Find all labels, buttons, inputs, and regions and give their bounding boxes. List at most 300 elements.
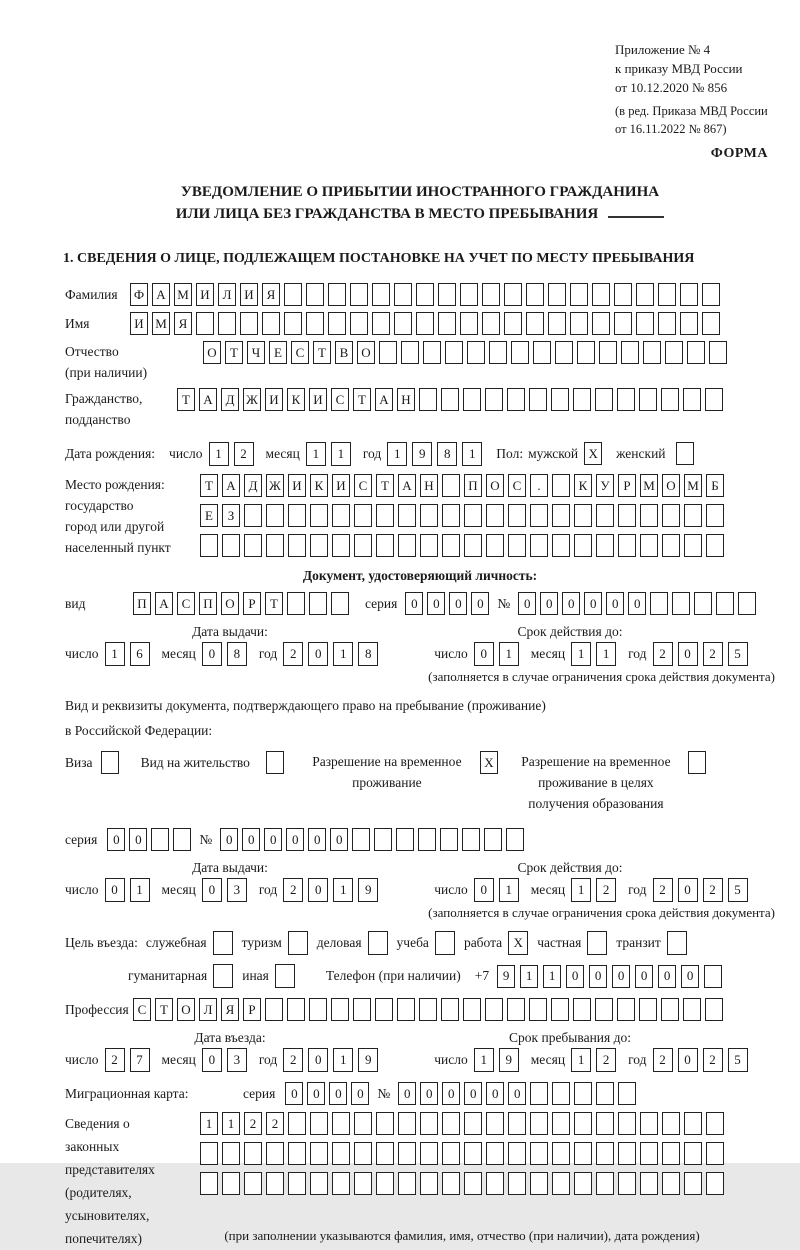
char-box[interactable]: 1 <box>105 642 125 666</box>
char-box[interactable] <box>530 1082 548 1105</box>
char-box[interactable]: 0 <box>508 1082 526 1105</box>
char-box[interactable] <box>636 312 654 335</box>
char-box[interactable] <box>684 1142 702 1165</box>
char-box[interactable]: Т <box>155 998 173 1021</box>
char-box[interactable] <box>240 312 258 335</box>
purpose-checkbox-tourism[interactable] <box>288 931 308 955</box>
char-box[interactable]: 9 <box>497 965 515 988</box>
char-box[interactable] <box>438 283 456 306</box>
char-box[interactable] <box>552 1082 570 1105</box>
char-box[interactable] <box>306 312 324 335</box>
char-box[interactable] <box>574 1142 592 1165</box>
char-box[interactable]: Т <box>177 388 195 411</box>
char-box[interactable] <box>640 504 658 527</box>
char-box[interactable] <box>570 283 588 306</box>
char-box[interactable] <box>332 1112 350 1135</box>
char-box[interactable] <box>196 312 214 335</box>
char-box[interactable] <box>288 534 306 557</box>
char-box[interactable]: О <box>486 474 504 497</box>
char-box[interactable] <box>442 534 460 557</box>
char-box[interactable]: 2 <box>653 1048 673 1072</box>
char-box[interactable]: П <box>464 474 482 497</box>
char-box[interactable] <box>222 1172 240 1195</box>
char-box[interactable] <box>680 312 698 335</box>
char-box[interactable]: 1 <box>200 1112 218 1135</box>
char-box[interactable]: Д <box>221 388 239 411</box>
char-box[interactable] <box>706 1112 724 1135</box>
char-box[interactable] <box>420 1112 438 1135</box>
char-box[interactable]: С <box>508 474 526 497</box>
char-box[interactable] <box>486 1172 504 1195</box>
char-box[interactable] <box>662 1172 680 1195</box>
char-box[interactable] <box>379 341 397 364</box>
char-box[interactable] <box>662 504 680 527</box>
char-box[interactable] <box>464 1112 482 1135</box>
char-box[interactable] <box>352 828 370 851</box>
char-box[interactable] <box>640 534 658 557</box>
char-box[interactable] <box>350 283 368 306</box>
char-box[interactable] <box>530 534 548 557</box>
char-box[interactable] <box>486 1142 504 1165</box>
char-box[interactable] <box>639 998 657 1021</box>
char-box[interactable] <box>354 534 372 557</box>
char-box[interactable] <box>398 1112 416 1135</box>
char-box[interactable] <box>151 828 169 851</box>
char-box[interactable]: 0 <box>308 1048 328 1072</box>
char-box[interactable] <box>530 1112 548 1135</box>
char-box[interactable]: 0 <box>566 965 584 988</box>
char-box[interactable] <box>460 283 478 306</box>
char-box[interactable] <box>284 283 302 306</box>
char-box[interactable]: Т <box>376 474 394 497</box>
char-box[interactable]: 1 <box>571 1048 591 1072</box>
char-box[interactable]: 0 <box>474 642 494 666</box>
char-box[interactable] <box>266 504 284 527</box>
char-box[interactable]: Ч <box>247 341 265 364</box>
char-box[interactable] <box>485 998 503 1021</box>
char-box[interactable]: Р <box>243 998 261 1021</box>
char-box[interactable]: 1 <box>499 878 519 902</box>
char-box[interactable] <box>618 1112 636 1135</box>
char-box[interactable]: 8 <box>358 642 378 666</box>
purpose-checkbox-official[interactable] <box>213 931 233 955</box>
char-box[interactable] <box>684 504 702 527</box>
char-box[interactable] <box>552 1112 570 1135</box>
char-box[interactable] <box>244 534 262 557</box>
char-box[interactable]: А <box>398 474 416 497</box>
char-box[interactable]: А <box>199 388 217 411</box>
char-box[interactable] <box>486 504 504 527</box>
char-box[interactable] <box>508 534 526 557</box>
char-box[interactable] <box>353 998 371 1021</box>
char-box[interactable] <box>738 592 756 615</box>
char-box[interactable] <box>484 828 502 851</box>
char-box[interactable] <box>354 504 372 527</box>
char-box[interactable] <box>551 998 569 1021</box>
char-box[interactable] <box>511 341 529 364</box>
char-box[interactable]: О <box>662 474 680 497</box>
char-box[interactable]: 1 <box>543 965 561 988</box>
purpose-checkbox-business[interactable] <box>368 931 388 955</box>
char-box[interactable]: . <box>530 474 548 497</box>
char-box[interactable] <box>375 998 393 1021</box>
char-box[interactable]: С <box>331 388 349 411</box>
char-box[interactable] <box>332 504 350 527</box>
char-box[interactable]: 5 <box>728 1048 748 1072</box>
char-box[interactable] <box>354 1112 372 1135</box>
char-box[interactable] <box>548 283 566 306</box>
char-box[interactable] <box>262 312 280 335</box>
char-box[interactable]: Я <box>174 312 192 335</box>
char-box[interactable]: 0 <box>681 965 699 988</box>
char-box[interactable]: И <box>240 283 258 306</box>
char-box[interactable]: 3 <box>227 878 247 902</box>
char-box[interactable]: 1 <box>596 642 616 666</box>
char-box[interactable] <box>464 504 482 527</box>
char-box[interactable] <box>332 534 350 557</box>
char-box[interactable] <box>551 388 569 411</box>
char-box[interactable]: 5 <box>728 642 748 666</box>
char-box[interactable] <box>464 1142 482 1165</box>
char-box[interactable] <box>574 1082 592 1105</box>
char-box[interactable] <box>398 534 416 557</box>
char-box[interactable] <box>397 998 415 1021</box>
char-box[interactable] <box>552 1142 570 1165</box>
char-box[interactable] <box>328 312 346 335</box>
char-box[interactable] <box>331 998 349 1021</box>
char-box[interactable] <box>200 1142 218 1165</box>
char-box[interactable]: А <box>222 474 240 497</box>
char-box[interactable]: А <box>155 592 173 615</box>
char-box[interactable]: М <box>640 474 658 497</box>
char-box[interactable] <box>265 998 283 1021</box>
char-box[interactable] <box>416 283 434 306</box>
char-box[interactable] <box>617 388 635 411</box>
char-box[interactable]: 0 <box>628 592 646 615</box>
char-box[interactable]: 1 <box>474 1048 494 1072</box>
char-box[interactable]: О <box>357 341 375 364</box>
char-box[interactable] <box>288 1112 306 1135</box>
char-box[interactable]: 3 <box>227 1048 247 1072</box>
char-box[interactable] <box>709 341 727 364</box>
char-box[interactable] <box>332 1172 350 1195</box>
char-box[interactable]: 1 <box>387 442 407 466</box>
char-box[interactable]: 0 <box>242 828 260 851</box>
char-box[interactable] <box>354 1142 372 1165</box>
char-box[interactable]: 0 <box>678 1048 698 1072</box>
char-box[interactable]: З <box>222 504 240 527</box>
char-box[interactable]: Т <box>353 388 371 411</box>
char-box[interactable]: 0 <box>129 828 147 851</box>
char-box[interactable]: С <box>133 998 151 1021</box>
char-box[interactable] <box>419 388 437 411</box>
char-box[interactable]: 0 <box>474 878 494 902</box>
char-box[interactable] <box>618 504 636 527</box>
char-box[interactable] <box>482 283 500 306</box>
char-box[interactable] <box>530 1172 548 1195</box>
char-box[interactable] <box>614 283 632 306</box>
char-box[interactable]: 2 <box>234 442 254 466</box>
char-box[interactable]: 2 <box>703 1048 723 1072</box>
char-box[interactable]: 0 <box>518 592 536 615</box>
char-box[interactable] <box>376 534 394 557</box>
char-box[interactable]: 0 <box>308 878 328 902</box>
char-box[interactable] <box>596 1112 614 1135</box>
purpose-checkbox-work[interactable]: X <box>508 931 528 955</box>
char-box[interactable] <box>420 504 438 527</box>
char-box[interactable] <box>463 998 481 1021</box>
char-box[interactable]: 9 <box>358 878 378 902</box>
char-box[interactable] <box>266 534 284 557</box>
char-box[interactable] <box>354 1172 372 1195</box>
char-box[interactable]: Ж <box>266 474 284 497</box>
char-box[interactable] <box>533 341 551 364</box>
char-box[interactable] <box>599 341 617 364</box>
char-box[interactable] <box>661 388 679 411</box>
char-box[interactable]: 1 <box>333 642 353 666</box>
char-box[interactable] <box>705 388 723 411</box>
char-box[interactable]: 2 <box>653 642 673 666</box>
char-box[interactable]: 0 <box>606 592 624 615</box>
char-box[interactable] <box>394 283 412 306</box>
char-box[interactable] <box>555 341 573 364</box>
char-box[interactable]: 0 <box>398 1082 416 1105</box>
char-box[interactable]: Т <box>265 592 283 615</box>
char-box[interactable] <box>683 998 701 1021</box>
char-box[interactable] <box>288 1142 306 1165</box>
char-box[interactable] <box>665 341 683 364</box>
char-box[interactable] <box>438 312 456 335</box>
char-box[interactable]: 0 <box>612 965 630 988</box>
char-box[interactable] <box>574 504 592 527</box>
char-box[interactable]: М <box>684 474 702 497</box>
char-box[interactable] <box>680 283 698 306</box>
char-box[interactable]: 0 <box>658 965 676 988</box>
char-box[interactable] <box>266 1172 284 1195</box>
char-box[interactable]: 6 <box>130 642 150 666</box>
char-box[interactable]: И <box>130 312 148 335</box>
char-box[interactable] <box>684 534 702 557</box>
purpose-checkbox-transit[interactable] <box>667 931 687 955</box>
char-box[interactable] <box>287 998 305 1021</box>
char-box[interactable]: 8 <box>227 642 247 666</box>
char-box[interactable] <box>504 312 522 335</box>
char-box[interactable]: 0 <box>635 965 653 988</box>
char-box[interactable]: 0 <box>449 592 467 615</box>
char-box[interactable] <box>173 828 191 851</box>
char-box[interactable]: 0 <box>202 642 222 666</box>
char-box[interactable] <box>683 388 701 411</box>
char-box[interactable] <box>573 388 591 411</box>
char-box[interactable]: 2 <box>105 1048 125 1072</box>
char-box[interactable] <box>684 1112 702 1135</box>
char-box[interactable]: К <box>310 474 328 497</box>
char-box[interactable] <box>467 341 485 364</box>
char-box[interactable] <box>621 341 639 364</box>
char-box[interactable]: 0 <box>202 1048 222 1072</box>
char-box[interactable] <box>526 312 544 335</box>
char-box[interactable] <box>306 283 324 306</box>
char-box[interactable] <box>662 1142 680 1165</box>
char-box[interactable]: 7 <box>130 1048 150 1072</box>
char-box[interactable]: Н <box>397 388 415 411</box>
char-box[interactable]: 9 <box>358 1048 378 1072</box>
char-box[interactable] <box>420 534 438 557</box>
char-box[interactable]: Ф <box>130 283 148 306</box>
char-box[interactable] <box>650 592 668 615</box>
char-box[interactable]: С <box>291 341 309 364</box>
char-box[interactable]: К <box>287 388 305 411</box>
char-box[interactable]: 2 <box>283 642 303 666</box>
char-box[interactable] <box>440 828 458 851</box>
char-box[interactable] <box>376 1142 394 1165</box>
char-box[interactable]: О <box>221 592 239 615</box>
char-box[interactable] <box>419 998 437 1021</box>
char-box[interactable]: Л <box>218 283 236 306</box>
char-box[interactable]: А <box>375 388 393 411</box>
char-box[interactable] <box>200 534 218 557</box>
char-box[interactable] <box>706 1172 724 1195</box>
char-box[interactable] <box>418 828 436 851</box>
char-box[interactable]: 0 <box>442 1082 460 1105</box>
purpose-checkbox-humanitarian[interactable] <box>213 964 233 988</box>
char-box[interactable]: 0 <box>678 642 698 666</box>
char-box[interactable]: Е <box>269 341 287 364</box>
char-box[interactable]: 1 <box>571 878 591 902</box>
char-box[interactable] <box>309 998 327 1021</box>
char-box[interactable] <box>529 998 547 1021</box>
char-box[interactable]: П <box>199 592 217 615</box>
char-box[interactable]: 2 <box>703 642 723 666</box>
char-box[interactable]: Д <box>244 474 262 497</box>
char-box[interactable]: Б <box>706 474 724 497</box>
char-box[interactable]: И <box>309 388 327 411</box>
char-box[interactable]: 2 <box>283 878 303 902</box>
char-box[interactable]: 0 <box>540 592 558 615</box>
char-box[interactable] <box>596 1142 614 1165</box>
char-box[interactable] <box>618 1082 636 1105</box>
char-box[interactable]: 0 <box>220 828 238 851</box>
char-box[interactable] <box>310 504 328 527</box>
char-box[interactable] <box>596 504 614 527</box>
char-box[interactable] <box>310 534 328 557</box>
char-box[interactable] <box>662 1112 680 1135</box>
char-box[interactable] <box>310 1142 328 1165</box>
char-box[interactable] <box>423 341 441 364</box>
char-box[interactable]: С <box>354 474 372 497</box>
char-box[interactable] <box>420 1172 438 1195</box>
char-box[interactable] <box>266 751 284 774</box>
char-box[interactable]: 0 <box>405 592 423 615</box>
char-box[interactable]: 1 <box>571 642 591 666</box>
char-box[interactable]: 0 <box>329 1082 347 1105</box>
char-box[interactable]: 0 <box>584 592 602 615</box>
char-box[interactable] <box>636 283 654 306</box>
char-box[interactable] <box>464 534 482 557</box>
char-box[interactable] <box>372 312 390 335</box>
char-box[interactable]: 2 <box>283 1048 303 1072</box>
purpose-checkbox-other[interactable] <box>275 964 295 988</box>
char-box[interactable]: 1 <box>222 1112 240 1135</box>
char-box[interactable] <box>485 388 503 411</box>
char-box[interactable] <box>508 1112 526 1135</box>
char-box[interactable] <box>464 1172 482 1195</box>
char-box[interactable] <box>618 1142 636 1165</box>
char-box[interactable] <box>398 1142 416 1165</box>
char-box[interactable]: 9 <box>499 1048 519 1072</box>
char-box[interactable]: 2 <box>266 1112 284 1135</box>
char-box[interactable]: Р <box>243 592 261 615</box>
char-box[interactable] <box>702 312 720 335</box>
char-box[interactable] <box>101 751 119 774</box>
char-box[interactable] <box>507 998 525 1021</box>
char-box[interactable] <box>218 312 236 335</box>
char-box[interactable]: Н <box>420 474 438 497</box>
char-box[interactable] <box>244 1172 262 1195</box>
char-box[interactable] <box>442 1112 460 1135</box>
char-box[interactable]: О <box>177 998 195 1021</box>
char-box[interactable]: У <box>596 474 614 497</box>
char-box[interactable] <box>309 592 327 615</box>
char-box[interactable] <box>486 534 504 557</box>
char-box[interactable]: 0 <box>678 878 698 902</box>
char-box[interactable]: 2 <box>244 1112 262 1135</box>
char-box[interactable] <box>552 534 570 557</box>
char-box[interactable] <box>640 1172 658 1195</box>
char-box[interactable] <box>222 534 240 557</box>
char-box[interactable] <box>420 1142 438 1165</box>
char-box[interactable] <box>376 504 394 527</box>
char-box[interactable] <box>688 751 706 774</box>
char-box[interactable] <box>704 965 722 988</box>
char-box[interactable]: 0 <box>308 642 328 666</box>
char-box[interactable] <box>442 474 460 497</box>
char-box[interactable] <box>441 388 459 411</box>
char-box[interactable] <box>288 504 306 527</box>
char-box[interactable]: Я <box>221 998 239 1021</box>
char-box[interactable]: М <box>152 312 170 335</box>
char-box[interactable]: 9 <box>412 442 432 466</box>
char-box[interactable]: 0 <box>264 828 282 851</box>
char-box[interactable] <box>643 341 661 364</box>
char-box[interactable] <box>310 1112 328 1135</box>
char-box[interactable] <box>442 1142 460 1165</box>
char-box[interactable]: С <box>177 592 195 615</box>
char-box[interactable] <box>639 388 657 411</box>
char-box[interactable] <box>284 312 302 335</box>
char-box[interactable]: 0 <box>486 1082 504 1105</box>
char-box[interactable] <box>508 1172 526 1195</box>
char-box[interactable]: 0 <box>351 1082 369 1105</box>
char-box[interactable]: 0 <box>420 1082 438 1105</box>
char-box[interactable] <box>687 341 705 364</box>
char-box[interactable]: Я <box>262 283 280 306</box>
char-box[interactable] <box>445 341 463 364</box>
char-box[interactable] <box>287 592 305 615</box>
char-box[interactable] <box>705 998 723 1021</box>
char-box[interactable]: П <box>133 592 151 615</box>
char-box[interactable]: 2 <box>596 878 616 902</box>
char-box[interactable] <box>596 534 614 557</box>
char-box[interactable] <box>574 534 592 557</box>
char-box[interactable] <box>372 283 390 306</box>
char-box[interactable] <box>706 534 724 557</box>
char-box[interactable] <box>716 592 734 615</box>
char-box[interactable] <box>614 312 632 335</box>
char-box[interactable]: В <box>335 341 353 364</box>
char-box[interactable] <box>529 388 547 411</box>
char-box[interactable] <box>694 592 712 615</box>
